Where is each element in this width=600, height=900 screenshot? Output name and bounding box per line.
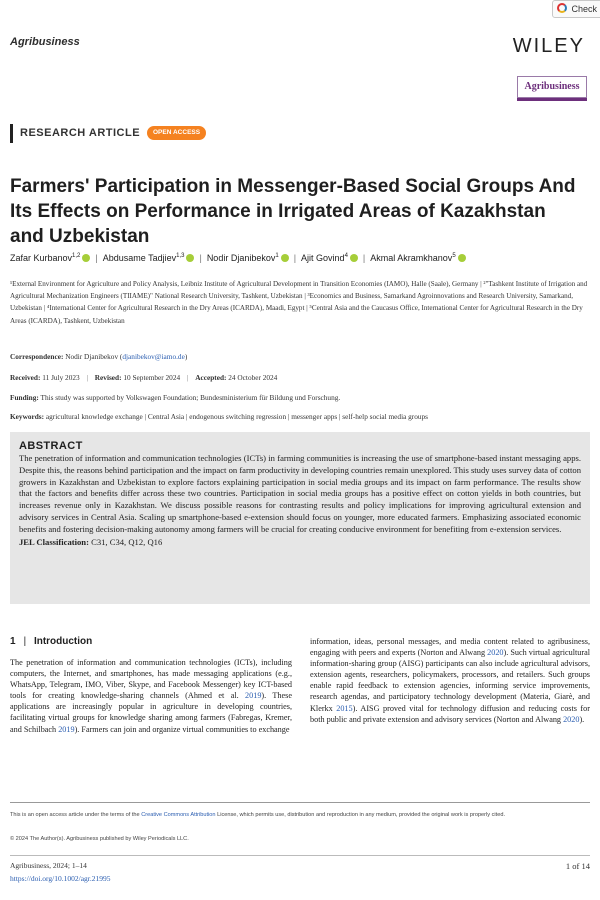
check-for-updates-button[interactable] <box>552 0 600 18</box>
affiliations: ¹External Environment for Agriculture and Policy Analysis, Leibniz Institute of Agricultural Development in Transition Economies (IAMO), Halle (Saale), Germany | ²"Tashkent Institute of Irrigation and Agricultural Mechanization Engineers (TIIAME)" National Research University, Tashkent, Uzbekistan | ³Economics and Business, Samarkand Agroinnovations and Research University, Samarkand, Uzbekistan | ⁴International Center for Agricultural Research in the Dry Areas (ICARDA), Maadi, Egypt | ⁵Central Asia and the Caucasus Office, International Center for Agricultural Research in the Dry Areas (ICARDA), Tashkent, Uzbekistan <box>10 280 588 325</box>
body-text-run: ). <box>579 714 585 724</box>
orcid-icon[interactable] <box>350 254 358 262</box>
license-pre: This is an open access article under the terms of the <box>10 812 142 818</box>
author[interactable] <box>207 253 289 263</box>
author-separator: | <box>95 253 98 263</box>
author[interactable] <box>301 253 358 263</box>
journal-logo-text: Agribusiness <box>524 81 580 92</box>
author[interactable] <box>10 253 90 263</box>
intro-paragraph-right <box>310 636 590 725</box>
author-name: Nodir Djanibekov <box>206 253 276 263</box>
author-name: Abdusame Tadjiev <box>102 253 177 263</box>
journal-logo-bar <box>517 98 587 101</box>
abstract-box <box>10 432 590 604</box>
author-list <box>10 253 590 263</box>
footer-journal-line: Agribusiness, 2024; 1–14 <box>10 861 87 870</box>
body-text-run: ). Such virtual agricultural information-sharing group (AISG) participants can also include agricultural advisors, extension agents, researchers, policymakers, processors, and retailers. Such groups enable rapid feedback to extension agencies, informing service improvements, research agendas, and participatory technology development (Materia, Giarè, and Klerkx <box>310 648 590 713</box>
body-text-run: ). These applications are increasingly popular in agriculture in developing countries, facilitating virtual groups for knowledge sharing among farmers (Fabregas, Kremer, and Schilbach <box>10 691 292 734</box>
body-column-left <box>10 636 292 735</box>
jel-label: JEL Classification: <box>19 536 89 547</box>
received-label: Received: <box>10 373 41 382</box>
revised-label: Revised: <box>94 373 122 382</box>
orcid-icon[interactable] <box>82 254 90 262</box>
author-name: Ajit Govind <box>301 253 345 263</box>
section-heading: 1 | Introduction <box>10 636 93 647</box>
revised-date: 10 September 2024 <box>123 373 181 382</box>
footer-divider-2 <box>10 855 590 856</box>
citation-link[interactable]: 2019 <box>58 724 75 734</box>
funding-text: This study was supported by Volkswagen Foundation; Bundesministerium für Bildung und Forschung. <box>40 393 341 402</box>
author-separator: | <box>293 253 297 263</box>
keywords-label: Keywords: <box>10 412 45 421</box>
accepted-label: Accepted: <box>195 373 227 382</box>
license-note <box>10 811 590 820</box>
section-title: Introduction <box>33 636 93 647</box>
body-text-run: ). AISG proved vital for technology diffusion and reducing costs for both public and private extension and advisory services (Norton and Alwang <box>310 703 590 724</box>
author-affiliation-number: 1,3 <box>176 253 185 259</box>
funding <box>10 393 590 402</box>
orcid-icon[interactable] <box>281 254 289 262</box>
author-separator: | <box>199 253 202 263</box>
crossmark-icon <box>557 3 567 13</box>
intro-paragraph-left <box>10 657 292 735</box>
article-type: RESEARCH ARTICLE <box>20 127 141 139</box>
citation-link[interactable]: 2020 <box>563 714 580 724</box>
citation-link[interactable]: 2015 <box>336 703 353 713</box>
body-text-run: information, ideas, personal messages, and media content related to agribusiness, engaging with peers and experts (Norton and Alwang <box>310 637 590 658</box>
correspondence: Correspondence: Nodir Djanibekov (djanibekov@iamo.de) <box>10 352 188 361</box>
body-text-run: ). Farmers can join and organize virtual communities to exchange <box>74 724 290 734</box>
article-dates: Received: 11 July 2023 | Revised: 10 September 2024 | Accepted: 24 October 2024 <box>10 373 278 382</box>
abstract-text: The penetration of information and communication technologies (ICTs) in farming communities is increasing the use of smartphone-based instant messaging apps. Despite this, the reasons behind participation and the impact on farm productivity in developing countries remain unexplored. This study uses survey data of cotton growers in Kazakhstan and Uzbekistan to explore factors explaining participation in social media groups and its impact on farm performance. The results show that the factors and benefits differ across these two countries. Participation in social media groups has a positive effect on cotton yields in both countries, but increases revenue only in Kazakhstan. We discuss possible reasons for contrasting results and policy implications for improving agricultural extension and advisory services in Central Asia. Scaling up smartphone-based e-extension should focus on younger, more educated farmers. Emphasizing associated economic benefits and fostering decision-making autonomy among farmers will be crucial for creating conducive environment for benefiting from e-extension services. <box>19 453 581 534</box>
correspondence-name: Nodir Djanibekov <box>65 352 119 361</box>
orcid-icon[interactable] <box>186 254 194 262</box>
page-number: 1 of 14 <box>565 861 590 871</box>
article-title: Farmers' Participation in Messenger-Based Social Groups And Its Effects on Performance in Irrigated Areas of Kazakhstan and Uzbekistan <box>10 176 576 247</box>
correspondence-email-link[interactable]: djanibekov@iamo.de <box>122 352 185 361</box>
author-affiliation-number: 5 <box>452 253 456 259</box>
journal-logo[interactable] <box>517 76 587 98</box>
author[interactable] <box>370 253 465 263</box>
funding-label: Funding: <box>10 393 39 402</box>
open-access-badge: OPEN ACCESS <box>147 126 206 140</box>
author-name: Akmal Akramkhanov <box>370 253 453 263</box>
jel-classification <box>19 537 581 547</box>
section-number: 1 <box>10 636 16 647</box>
article-type-marker <box>10 124 13 143</box>
body-column-right <box>310 636 590 725</box>
author-affiliation-number: 1,2 <box>72 253 81 259</box>
author-affiliation-number: 4 <box>344 253 348 259</box>
check-label: Check <box>571 4 597 14</box>
author-separator: | <box>362 253 366 263</box>
orcid-icon[interactable] <box>458 254 466 262</box>
accepted-date: 24 October 2024 <box>228 373 278 382</box>
author-name: Zafar Kurbanov <box>10 253 73 263</box>
license-link[interactable]: Creative Commons Attribution <box>141 812 216 818</box>
author-affiliation-number: 1 <box>275 253 279 259</box>
abstract-heading: ABSTRACT <box>19 440 83 452</box>
body-text-run: The penetration of information and communication technologies (ICTs), including computers, the Internet, and smartphones, has made messaging applications (e.g., WhatsApp, Telegram, IMO, Viber, Skype, and Facebook Messenger) key ICT-based tools for creating knowledge-sharing channels (Ahmed et al. <box>10 658 292 701</box>
author[interactable] <box>103 253 195 263</box>
jel-codes: C31, C34, Q12, Q16 <box>91 536 163 547</box>
footer-divider <box>10 802 590 803</box>
license-post: License, which permits use, distribution and reproduction in any medium, provided the original work is properly cited. <box>215 812 505 818</box>
publisher-logo[interactable]: WILEY <box>512 35 585 57</box>
keywords <box>10 412 590 421</box>
received-date: 11 July 2023 <box>42 373 80 382</box>
citation-link[interactable]: 2020 <box>487 648 504 658</box>
citation-link[interactable]: 2019 <box>245 691 262 701</box>
copyright: © 2024 The Author(s). Agribusiness published by Wiley Periodicals LLC. <box>10 836 189 842</box>
journal-name: Agribusiness <box>10 36 80 48</box>
keywords-text: agricultural knowledge exchange | Central Asia | endogenous switching regression | messenger apps | self-help social media groups <box>45 412 429 421</box>
correspondence-label: Correspondence: <box>10 352 64 361</box>
doi-link[interactable]: https://doi.org/10.1002/agr.21995 <box>10 874 111 883</box>
